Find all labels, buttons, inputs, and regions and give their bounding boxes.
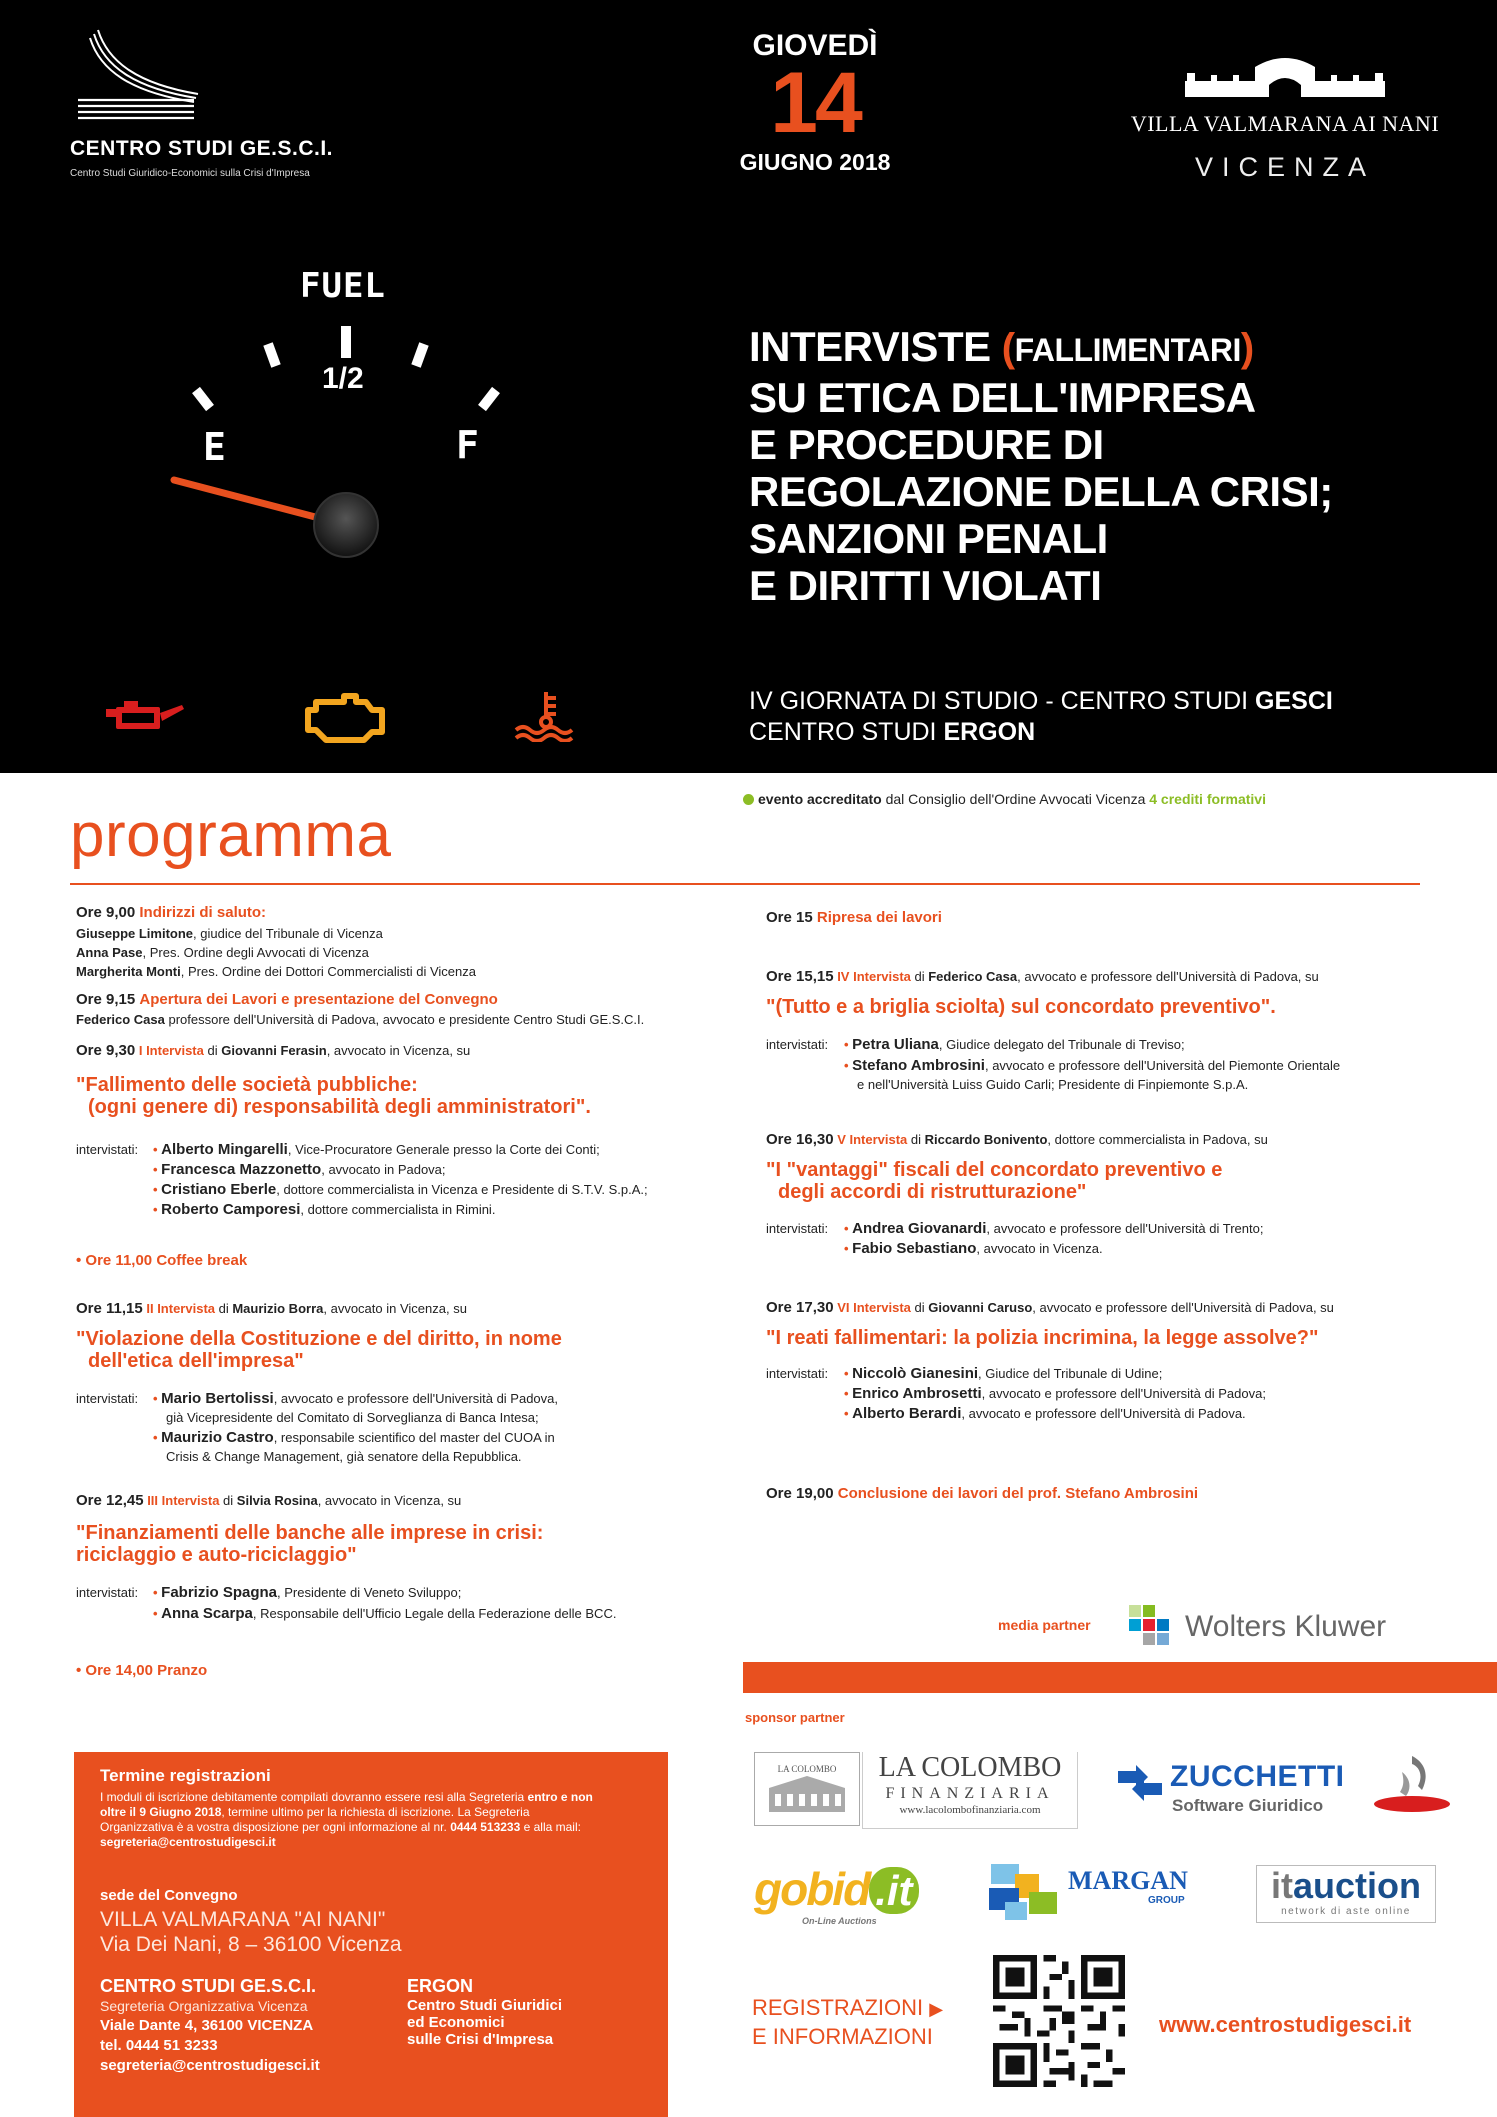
gesci-contact-title: CENTRO STUDI GE.S.C.I. bbox=[100, 1976, 317, 1996]
wolters-kluwer-logo-icon bbox=[1127, 1603, 1173, 1649]
programma-heading: programma bbox=[70, 801, 392, 870]
ergon-contact-title: ERGON bbox=[407, 1976, 474, 1996]
fuel-gauge-icon bbox=[150, 300, 550, 630]
gauge-fuel-label: FUEL bbox=[300, 266, 386, 306]
org-name: CENTRO STUDI GE.S.C.I. bbox=[70, 137, 334, 160]
event-day: 14 bbox=[770, 55, 860, 151]
sede-name: VILLA VALMARANA "AI NANI" bbox=[100, 1908, 386, 1931]
registration-title: Termine registrazioni bbox=[100, 1766, 271, 1785]
venue-name: VILLA VALMARANA AI NANI bbox=[1130, 111, 1440, 136]
registration-box: Termine registrazioni I moduli di iscrizione debitamente compilati dovranno essere resi alla Segreteria entro e non oltre il 9 Giugno 2018, termine ultimo per la richiesta di iscrizione. La Segreteria Organizzativa è a vostra disposizione per ogni informazione al nr. 0444 513233 e alla mail: segreteria@centrostudigesci.it sede del Convegno VILLA VALMARANA "AI NANI" Via Dei Nani, 8 – 36100 Vicenza CENTRO STUDI GE.S.C.I. Segreteria Organizzativa Vicenza Viale Dante 4, 36100 VICENZA tel. 0444 51 3233 segreteria@centrostudigesci.it ERGON Centro Studi Giuridici ed Economici sulle Crisi d'Impresa bbox=[74, 1752, 668, 2117]
building-icon bbox=[765, 1774, 849, 1814]
sede-address: Via Dei Nani, 8 – 36100 Vicenza bbox=[100, 1933, 402, 1956]
org-subtitle: Centro Studi Giuridico-Economici sulla Crisi d'Impresa bbox=[70, 168, 310, 179]
sponsor-lacolombo-building: LA COLOMBO bbox=[754, 1752, 860, 1826]
sede-label: sede del Convegno bbox=[100, 1887, 238, 1904]
wolters-kluwer-name: Wolters Kluwer bbox=[1185, 1610, 1387, 1643]
gesci-contact-email[interactable]: segreteria@centrostudigesci.it bbox=[100, 2057, 320, 2074]
event-weekday: GIOVEDÌ bbox=[752, 29, 878, 62]
sponsor-itauction: itauction network di aste online bbox=[1256, 1865, 1436, 1923]
session-title: "Fallimento delle società pubbliche: bbox=[76, 1074, 418, 1096]
lunch-break: Ore 14,00 Pranzo bbox=[85, 1662, 208, 1679]
gauge-half-label: 1/2 bbox=[322, 362, 364, 395]
play-arrow-icon: ▶ bbox=[929, 1999, 944, 2019]
sponsor-zucchetti-sub: Software Giuridico bbox=[1172, 1796, 1324, 1815]
oil-can-icon bbox=[106, 695, 186, 737]
green-dot-icon bbox=[743, 794, 754, 805]
sponsor-zucchetti: ZUCCHETTI bbox=[1170, 1760, 1345, 1793]
hero-banner bbox=[0, 0, 1497, 773]
website-link[interactable]: www.centrostudigesci.it bbox=[1159, 2012, 1412, 2037]
gauge-full-label: F bbox=[456, 423, 479, 467]
qr-code-icon[interactable] bbox=[993, 1955, 1125, 2087]
accreditation-note: evento accreditato dal Consiglio dell'Ordine Avvocati Vicenza 4 crediti formativi bbox=[743, 791, 1266, 808]
sponsor-margan-sub: GROUP bbox=[1148, 1895, 1185, 1906]
sponsor-margan: MARGAN bbox=[1068, 1866, 1188, 1895]
registration-email[interactable]: segreteria@centrostudigesci.it bbox=[100, 1835, 276, 1849]
coffee-break: Ore 11,00 Coffee break bbox=[85, 1252, 248, 1269]
gauge-empty-label: E bbox=[203, 425, 226, 469]
registration-info-link[interactable]: REGISTRAZIONI ▶ E INFORMAZIONI bbox=[752, 1995, 944, 2049]
gesci-logo-icon bbox=[68, 22, 208, 132]
orange-bar bbox=[743, 1662, 1497, 1693]
coolant-temperature-icon bbox=[512, 688, 580, 742]
check-engine-icon bbox=[304, 690, 386, 746]
divider bbox=[70, 883, 1420, 885]
sponsor-gobid: gobid .it On-Line Auctions bbox=[754, 1862, 919, 1926]
villa-silhouette-icon bbox=[1185, 55, 1385, 107]
event-subtitle: IV GIORNATA DI STUDIO - CENTRO STUDI GESCI CENTRO STUDI ERGON bbox=[749, 687, 1333, 746]
sponsor-lacolombo: LA COLOMBO FINANZIARIA www.lacolombofinanziaria.com bbox=[862, 1752, 1078, 1829]
sponsor-falco-logo-icon bbox=[1372, 1752, 1452, 1816]
media-partner-label: media partner bbox=[998, 1617, 1091, 1633]
sponsor-margan-logo-icon bbox=[985, 1858, 1067, 1924]
venue-city: VICENZA bbox=[1194, 152, 1376, 182]
zucchetti-arrows-icon bbox=[1118, 1763, 1162, 1803]
event-month-year: GIUGNO 2018 bbox=[739, 149, 891, 175]
event-title: INTERVISTE (FALLIMENTARI) SU ETICA DELL'IMPRESA E PROCEDURE DI REGOLAZIONE DELLA CRISI; SANZIONI PENALI E DIRITTI VIOLATI bbox=[749, 323, 1333, 609]
title-word-interviste: INTERVISTE bbox=[749, 323, 991, 370]
sponsor-partner-label: sponsor partner bbox=[745, 1710, 845, 1725]
